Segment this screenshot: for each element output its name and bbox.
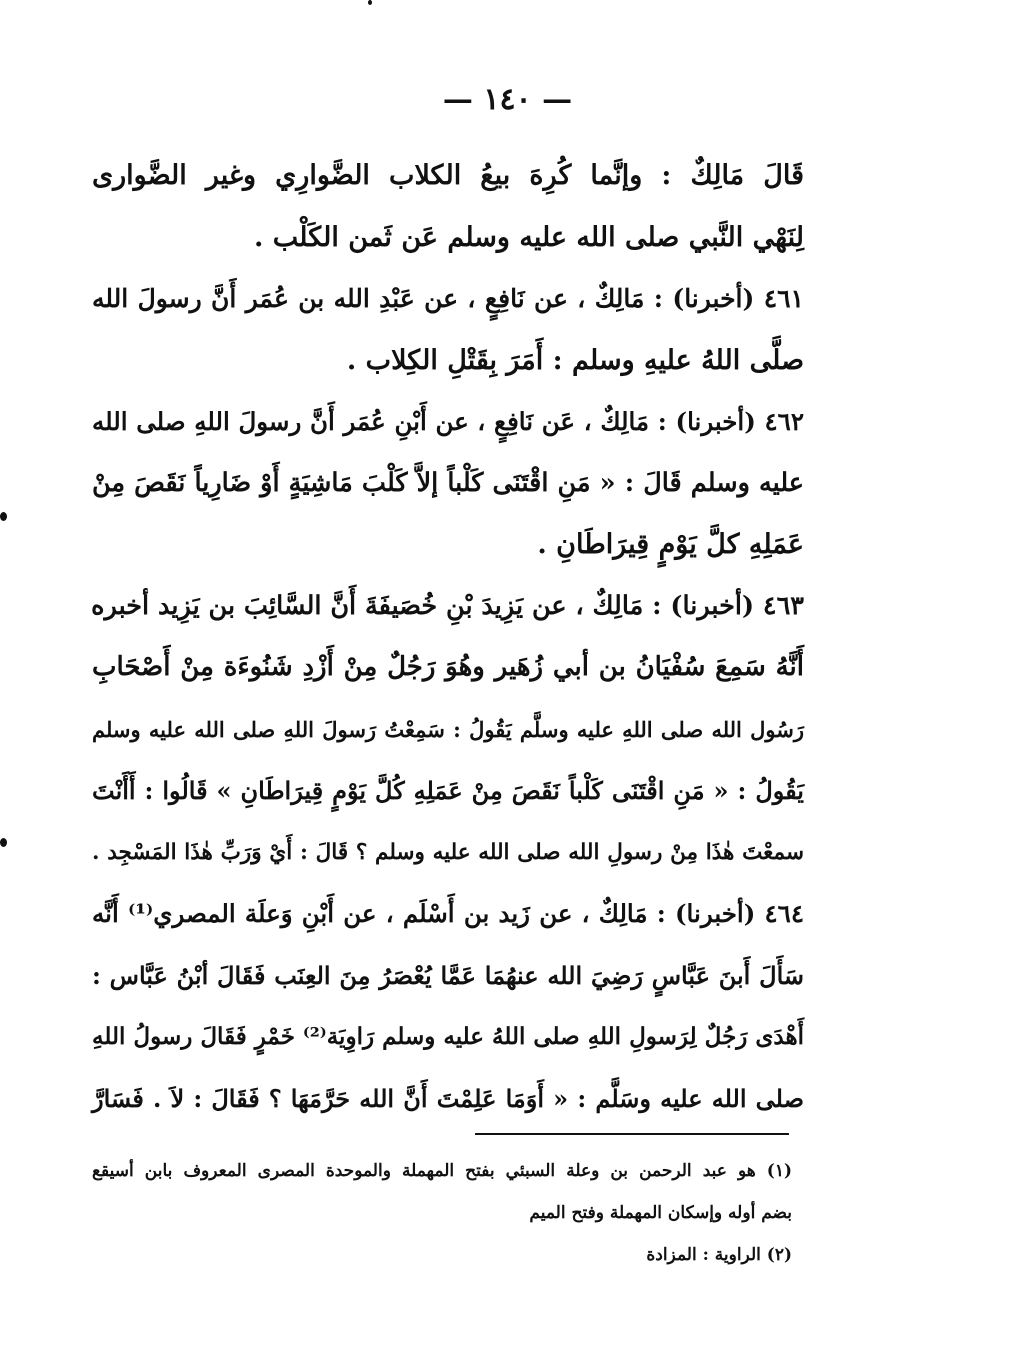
text-line: عليه وسلم قَالَ : « مَنِ اقْتَنَى كَلْباً إلاَّ كَلْبَ مَاشِيَةٍ أَوْ ضَارِياً نَقَصَ مِنْ <box>92 467 804 498</box>
footnotes-block <box>92 1150 792 1276</box>
footnote-1: (١) هو عبد الرحمن بن وعلة السبئي بفتح المهملة والموحدة المصرى المعروف بابن أسيقع <box>92 1161 792 1181</box>
text-line: سَأَلَ أَبنَ عَبَّاسٍ رَضِيَ الله عنهُمَا عَمَّا يُعْصَرُ مِنَ العِنَب فَقَالَ أبْنُ عَبَّاس : <box>92 960 804 990</box>
scan-mark <box>0 838 7 847</box>
text-line: صلى الله عليه وسَلَّم : « أَوَمَا عَلِمْتَ أَنَّ الله حَرَّمَهَا ؟ فَقَالَ : لاَ . فَسَارَّ <box>92 1083 804 1113</box>
hadith-463-line: ٤٦٣ (أخبرنا) : مَالِكٌ ، عن يَزِيدَ بْنِ خُصَيفَةَ أَنَّ السَّائِبَ بن يَزِيد أخبره <box>91 590 804 621</box>
text-line: قَالَ مَالِكٌ : وإنَّما كُرِهَ بيعُ الكلاب الضَّوارِي وغير الضَّوارى <box>92 160 804 191</box>
scan-mark <box>368 0 372 5</box>
text-line: أَنَّهُ سَمِعَ سُفْيَانُ بن أبي زُهَير وهُوَ رَجُلٌ مِنْ أَزْدِ شَنُوءَة مِنْ أَصْحَابِ <box>92 652 804 682</box>
hadith-464-line: ٤٦٤ (أخبرنا) : مَالِكٌ ، عن زَيد بن أَسْلَم ، عن أَبْنِ وَعلَة المصري⁽¹⁾ أَنَّه <box>92 899 804 928</box>
text-line: يَقُولُ : « مَنِ اقْتَنَى كَلْباً نَقَصَ مِنْ عَمَلِهِ كُلَّ يَوْمٍ قِيرَاطَانِ » قَالُوا : أَأَنْتَ <box>92 776 804 805</box>
footnote-divider <box>475 1133 789 1135</box>
main-text-block <box>92 145 804 1129</box>
text-line: سمعْتَ هٰذَا مِنْ رسولِ الله صلى الله عليه وسلم ؟ قَالَ : أَيْ وَرَبِّ هٰذَا المَسْجِد . <box>92 839 804 865</box>
text-line: رَسُول الله صلى اللهِ عليه وسلَّم يَقُولُ : سَمِعْتُ رَسولَ اللهِ صلى الله عليه وسلم <box>92 716 804 742</box>
text-line: أَهْدَى رَجُلٌ لِرَسولِ اللهِ صلى اللهُ عليه وسلم رَاوِيَة⁽²⁾ خَمْرٍ فَقَالَ رسولُ اللهِ <box>92 1023 805 1050</box>
footnote-1-continuation: بضم أوله وإسكان المهملة وفتح الميم <box>529 1203 792 1223</box>
footnote-2: (٢) الراوية : المزادة <box>646 1245 792 1265</box>
hadith-462-line: ٤٦٢ (أخبرنا) : مَالِكٌ ، عَن نَافِعٍ ، عن أَبْنِ عُمَر أَنَّ رسولَ اللهِ صلى الله <box>92 407 804 436</box>
text-line: لِنَهْي النَّبي صلى الله عليه وسلم عَن ثَمن الكَلْب . <box>253 221 804 253</box>
page-number: — ١٤٠ — <box>442 82 573 117</box>
text-line: صلَّى اللهُ عليهِ وسلم : أَمَرَ بِقَتْلِ الكِلاب . <box>346 344 804 376</box>
text-line: عَمَلِهِ كلَّ يَوْمٍ قِيرَاطَانِ . <box>537 529 804 560</box>
scan-mark <box>0 512 7 521</box>
hadith-461-line: ٤٦١ (أخبرنا) : مَالِكٌ ، عن نَافِعٍ ، عن عَبْدِ الله بن عُمَر أَنَّ رسولَ الله <box>92 284 804 313</box>
